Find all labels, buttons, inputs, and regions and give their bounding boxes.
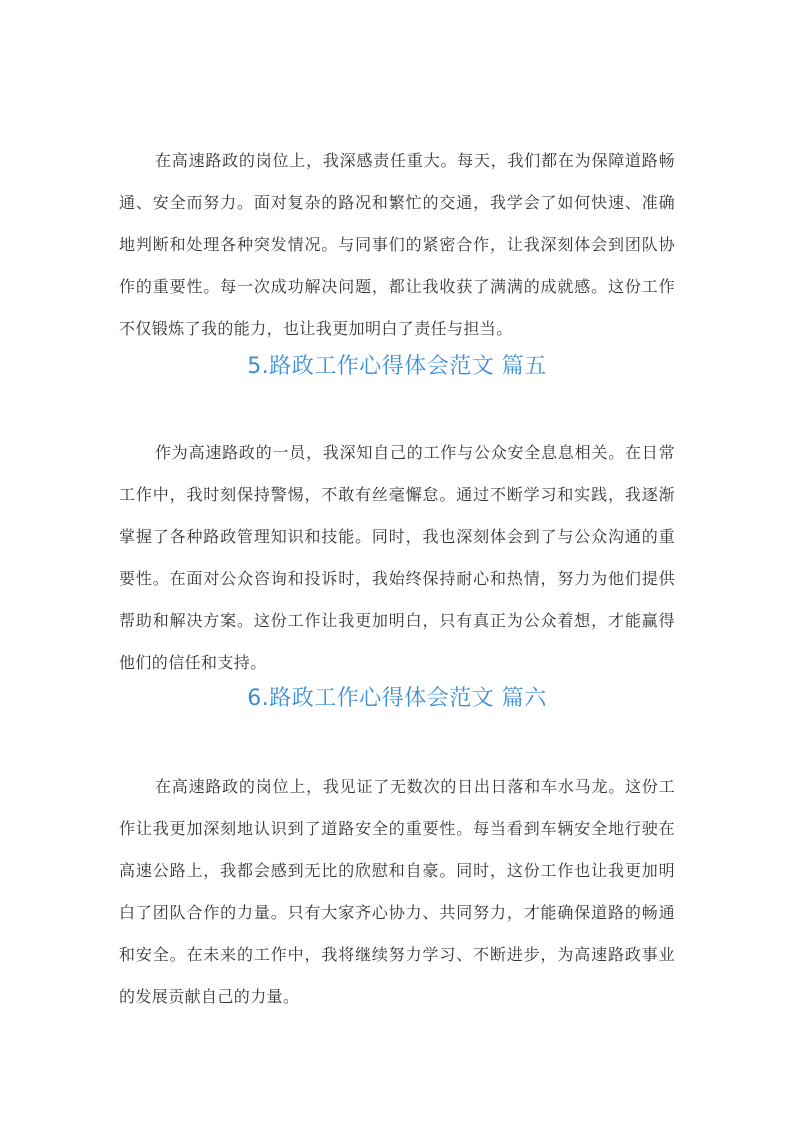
paragraph-intro: 在高速路政的岗位上，我深感责任重大。每天，我们都在为保障道路畅通、安全而努力。面对复杂的路况和繁忙的交通，我学会了如何快速、准确地判断和处理各种突发情况。与同事们的紧密合作，让我深刻体会到团队协作的重要性。每一次成功解决问题，都让我收获了满满的成就感。这份工作不仅锻炼了我的能力，也让我更加明白了责任与担当。 — [119, 151, 675, 338]
section-heading-5: 5.路政工作心得体会范文 篇五 — [247, 354, 547, 379]
document-page — [119, 140, 675, 1018]
paragraph-section-6: 在高速路政的岗位上，我见证了无数次的日出日落和车水马龙。这份工作让我更加深刻地认识到了道路安全的重要性。每当看到车辆安全地行驶在高速公路上，我都会感到无比的欣慰和自豪。同时，这份工作也让我更加明白了团队合作的力量。只有大家齐心协力、共同努力，才能确保道路的畅通和安全。在未来的工作中，我将继续努力学习、不断进步，为高速路政事业的发展贡献自己的力量。 — [119, 777, 675, 1006]
section-heading-6: 6.路政工作心得体会范文 篇六 — [247, 686, 547, 711]
paragraph-section-5: 作为高速路政的一员，我深知自己的工作与公众安全息息相关。在日常工作中，我时刻保持警惕，不敢有丝毫懈怠。通过不断学习和实践，我逐渐掌握了各种路政管理知识和技能。同时，我也深刻体会到了与公众沟通的重要性。在面对公众咨询和投诉时，我始终保持耐心和热情，努力为他们提供帮助和解决方案。这份工作让我更加明白，只有真正为公众着想，才能赢得他们的信任和支持。 — [119, 443, 675, 672]
